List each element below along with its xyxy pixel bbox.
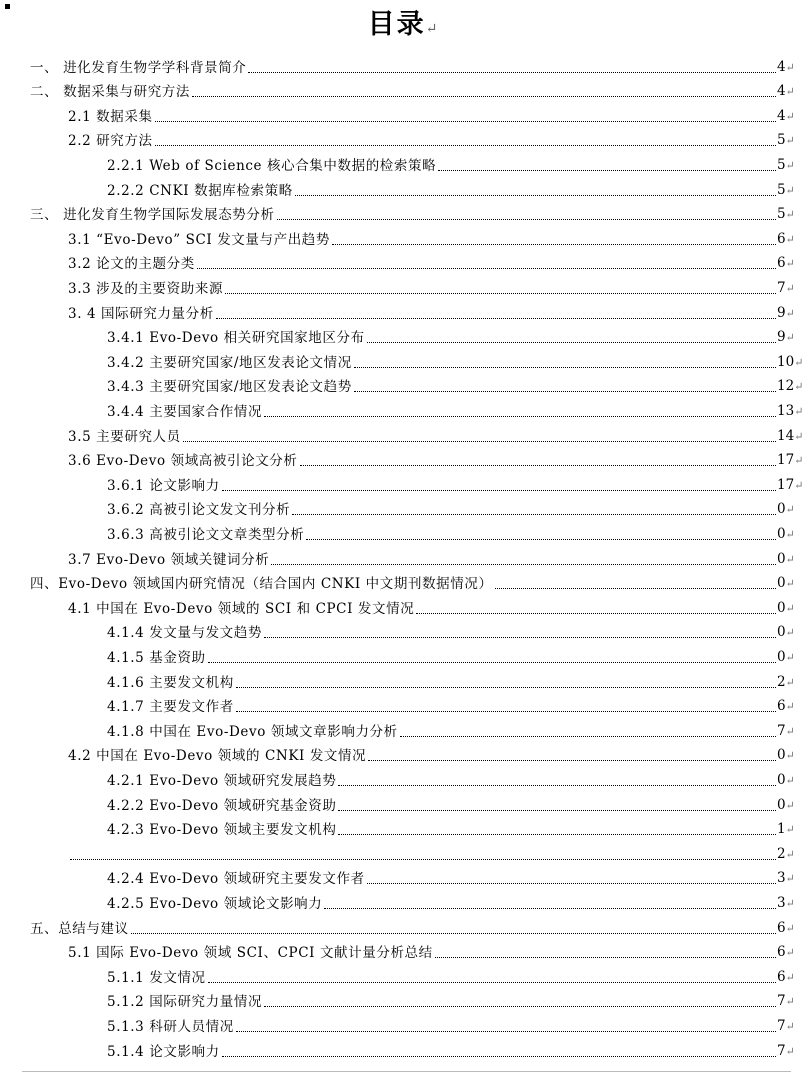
toc-entry-page xyxy=(776,157,805,174)
toc-entry-label: 3.1 “Evo-Devo” SCI 发文量与产出趋势 xyxy=(68,231,330,248)
page-number: 7 xyxy=(777,1017,786,1034)
toc-entry-label: 4.2.2 Evo-Devo 领域研究基金资助 xyxy=(107,797,337,814)
toc-entry-page xyxy=(776,452,805,469)
toc-entry-label: 3.4.3 主要研究国家/地区发表论文趋势 xyxy=(107,379,352,396)
page-number: 9 xyxy=(777,304,786,321)
dot-leader xyxy=(495,588,776,589)
toc-entry[interactable] xyxy=(0,199,805,224)
toc-entry-page xyxy=(776,575,805,592)
page-number: 13 xyxy=(777,402,795,419)
toc-entry[interactable] xyxy=(0,789,805,814)
toc-entry[interactable] xyxy=(0,1035,805,1060)
toc-entry-label: 4.2.3 Evo-Devo 领域主要发文机构 xyxy=(107,822,337,839)
dot-leader xyxy=(338,810,776,811)
toc-entry-page xyxy=(776,132,805,149)
paragraph-mark-icon: ↵ xyxy=(785,85,795,99)
toc-entry-page xyxy=(776,772,805,789)
toc-entry[interactable] xyxy=(0,76,805,101)
page-number: 7 xyxy=(777,993,786,1010)
dot-leader xyxy=(208,662,776,663)
toc-entry-label: 一、 进化发育生物学学科背景简介 xyxy=(30,59,247,76)
toc-entry-label: 2.2 研究方法 xyxy=(68,133,153,150)
dot-leader xyxy=(416,613,776,614)
page-number: 6 xyxy=(777,944,786,961)
dot-leader xyxy=(300,465,777,466)
toc-entry-label: 3.2 论文的主题分类 xyxy=(68,256,195,273)
paragraph-mark-icon: ↵ xyxy=(785,650,795,664)
dot-leader xyxy=(192,96,776,97)
paragraph-mark-icon: ↵ xyxy=(785,134,795,148)
toc-entry-page xyxy=(776,649,805,666)
paragraph-mark-icon: ↵ xyxy=(785,1019,795,1033)
toc-entry-page xyxy=(776,1043,805,1060)
paragraph-mark-icon: ↵ xyxy=(785,798,795,812)
dot-leader xyxy=(332,244,776,245)
toc-entry-page xyxy=(776,305,805,322)
toc-entry[interactable] xyxy=(0,543,805,568)
toc-entry-label: 3.3 涉及的主要资助来源 xyxy=(68,280,224,297)
toc-entry-label: 三、 进化发育生物学国际发展态势分析 xyxy=(30,207,275,224)
toc-entry-page xyxy=(776,551,805,568)
toc-entry-page xyxy=(776,723,805,740)
dot-leader xyxy=(295,195,776,196)
dot-leader xyxy=(400,736,776,737)
paragraph-mark-icon: ↵ xyxy=(785,847,795,861)
page-number: 0 xyxy=(777,624,786,641)
paragraph-mark-icon: ↵ xyxy=(794,454,804,468)
toc-entry-label: 3.4.4 主要国家合作情况 xyxy=(107,403,263,420)
toc-entry-label: 4.1.4 发文量与发文趋势 xyxy=(107,625,263,642)
toc-entry[interactable] xyxy=(0,863,805,888)
dot-leader xyxy=(225,293,776,294)
toc-entry-label: 3.6.1 论文影响力 xyxy=(107,477,220,494)
toc-entry-page xyxy=(776,526,805,543)
dot-leader xyxy=(354,367,776,368)
toc-entry-page xyxy=(776,895,805,912)
dot-leader xyxy=(70,859,776,860)
toc-entry-page xyxy=(776,600,805,617)
page-number: 3 xyxy=(777,870,786,887)
toc-entry-page xyxy=(776,674,805,691)
page-number: 5 xyxy=(777,181,786,198)
paragraph-mark-icon: ↵ xyxy=(785,257,795,271)
toc-entry[interactable] xyxy=(0,125,805,150)
toc-entry[interactable] xyxy=(0,740,805,765)
toc-entry-label: 3.6 Evo-Devo 领域高被引论文分析 xyxy=(68,453,298,470)
paragraph-mark-icon: ↵ xyxy=(785,183,795,197)
page-number: 2 xyxy=(777,845,786,862)
toc-entry-label: 4.1.6 主要发文机构 xyxy=(107,674,234,691)
toc-entry-label: 3.4.1 Evo-Devo 相关研究国家地区分布 xyxy=(107,330,365,347)
toc-entry[interactable] xyxy=(0,715,805,740)
paragraph-mark-icon: ↵ xyxy=(785,281,795,295)
page-number: 6 xyxy=(777,255,786,272)
paragraph-mark-icon: ↵ xyxy=(794,380,804,394)
toc-entry-page xyxy=(776,624,805,641)
paragraph-mark-icon: ↵ xyxy=(785,577,795,591)
toc-entry-page xyxy=(776,83,805,100)
page-title-text: 目录 xyxy=(367,9,426,40)
toc-entry-label: 3.6.3 高被引论文文章类型分析 xyxy=(107,526,305,543)
paragraph-mark-icon: ↵ xyxy=(785,995,795,1009)
toc-entry-page xyxy=(776,969,805,986)
toc-entry[interactable] xyxy=(0,174,805,199)
toc-entry-label: 3.6.2 高被引论文发文刊分析 xyxy=(107,502,291,519)
toc-entry-page xyxy=(776,59,805,76)
paragraph-mark-icon: ↵ xyxy=(785,1044,795,1058)
paragraph-mark-icon: ↵ xyxy=(785,552,795,566)
paragraph-mark-icon: ↵ xyxy=(794,478,804,492)
toc-entry-page xyxy=(776,280,805,297)
toc-entry-page xyxy=(776,944,805,961)
toc-entry-label: 4.2.4 Evo-Devo 领域研究主要发文作者 xyxy=(107,871,365,888)
page-number: 3 xyxy=(777,894,786,911)
dot-leader xyxy=(264,1006,776,1007)
page-number: 6 xyxy=(777,968,786,985)
toc-entry-page xyxy=(776,329,805,346)
toc-entry[interactable] xyxy=(0,937,805,962)
toc-entry-label: 5.1.3 科研人员情况 xyxy=(107,1018,234,1035)
dot-leader xyxy=(271,564,776,565)
paragraph-mark-icon: ↵ xyxy=(785,675,795,689)
toc-entry[interactable] xyxy=(0,986,805,1011)
toc-entry[interactable] xyxy=(0,322,805,347)
dot-leader xyxy=(197,268,776,269)
toc-entry-label: 4.1.7 主要发文作者 xyxy=(107,699,234,716)
toc-entry[interactable] xyxy=(0,420,805,445)
paragraph-mark-icon: ↵ xyxy=(785,60,795,74)
toc-entry[interactable] xyxy=(0,912,805,937)
paragraph-mark-icon: ↵ xyxy=(785,527,795,541)
dot-leader xyxy=(292,514,776,515)
paragraph-mark-icon: ↵ xyxy=(785,109,795,123)
toc-entry-label: 2.2.2 CNKI 数据库检索策略 xyxy=(107,182,293,199)
dot-leader xyxy=(236,1031,776,1032)
page-number: 0 xyxy=(777,771,786,788)
paragraph-mark-icon: ↵ xyxy=(785,208,795,222)
paragraph-mark-icon: ↵ xyxy=(785,331,795,345)
paragraph-mark-icon: ↵ xyxy=(785,503,795,517)
toc-entry-page xyxy=(776,797,805,814)
toc-entry[interactable] xyxy=(0,961,805,986)
toc-entry[interactable] xyxy=(0,691,805,716)
toc-entry-label: 5.1.4 论文影响力 xyxy=(107,1043,220,1060)
toc-entry-page xyxy=(776,255,805,272)
toc-entry[interactable] xyxy=(0,371,805,396)
page-number: 10 xyxy=(777,353,795,370)
paragraph-mark-icon: ↵ xyxy=(794,429,804,443)
toc-entry-label: 4.1.5 基金资助 xyxy=(107,649,206,666)
dot-leader xyxy=(208,982,776,983)
toc-entry-page xyxy=(776,846,805,863)
toc-entry[interactable] xyxy=(0,100,805,125)
toc-entry[interactable] xyxy=(0,223,805,248)
paragraph-mark-icon: ↵ xyxy=(785,700,795,714)
toc-entry[interactable] xyxy=(0,568,805,593)
toc-entry[interactable] xyxy=(0,272,805,297)
dot-leader xyxy=(306,539,776,540)
paragraph-mark-icon: ↵ xyxy=(785,921,795,935)
toc-entry-page xyxy=(776,920,805,937)
toc-entry[interactable] xyxy=(0,518,805,543)
paragraph-mark-icon: ↵ xyxy=(425,21,438,37)
page-number: 4 xyxy=(777,83,786,100)
paragraph-mark-icon: ↵ xyxy=(785,724,795,738)
dot-leader xyxy=(338,785,776,786)
toc-entry-label: 3. 4 国际研究力量分析 xyxy=(68,305,214,322)
toc-entry[interactable] xyxy=(0,838,805,863)
toc-entry[interactable] xyxy=(0,592,805,617)
paragraph-mark-icon: ↵ xyxy=(794,404,804,418)
toc-entry-label: 5.1 国际 Evo-Devo 领域 SCI、CPCI 文献计量分析总结 xyxy=(68,945,433,962)
page-number: 0 xyxy=(777,796,786,813)
toc-entry-label: 3.7 Evo-Devo 领域关键词分析 xyxy=(68,551,270,568)
toc-entry[interactable] xyxy=(0,445,805,470)
dot-leader xyxy=(435,957,776,958)
page-number: 0 xyxy=(777,550,786,567)
dot-leader xyxy=(216,318,776,319)
toc-entry-label: 4.1 中国在 Evo-Devo 领域的 SCI 和 CPCI 发文情况 xyxy=(68,600,415,617)
dot-leader xyxy=(354,391,776,392)
toc-entry[interactable] xyxy=(0,51,805,76)
toc-entry-page xyxy=(776,698,805,715)
page-bottom-border xyxy=(22,1071,791,1072)
toc-entry-page xyxy=(776,206,805,223)
dot-leader xyxy=(222,1056,776,1057)
toc-entry[interactable] xyxy=(0,248,805,273)
page-number: 12 xyxy=(777,378,795,395)
dot-leader xyxy=(155,121,776,122)
page-number: 0 xyxy=(777,648,786,665)
paragraph-mark-icon: ↵ xyxy=(785,232,795,246)
toc-entry[interactable] xyxy=(0,887,805,912)
toc-entry-label: 4.2.5 Evo-Devo 领域论文影响力 xyxy=(107,895,323,912)
toc-entry[interactable] xyxy=(0,346,805,371)
toc-entry-page xyxy=(776,477,805,494)
dot-leader xyxy=(236,711,776,712)
toc-entry[interactable] xyxy=(0,149,805,174)
paragraph-mark-icon: ↵ xyxy=(785,158,795,172)
dot-leader xyxy=(155,145,776,146)
toc-entry[interactable] xyxy=(0,666,805,691)
page-number: 7 xyxy=(777,279,786,296)
dot-leader xyxy=(183,441,776,442)
dot-leader xyxy=(248,72,776,73)
paragraph-mark-icon: ↵ xyxy=(785,946,795,960)
toc-entry-page xyxy=(776,1018,805,1035)
page-number: 17 xyxy=(777,452,795,469)
page-number: 6 xyxy=(777,919,786,936)
paragraph-mark-icon: ↵ xyxy=(785,306,795,320)
toc-entry-page xyxy=(776,403,805,420)
paragraph-mark-icon: ↵ xyxy=(785,823,795,837)
toc-entry-page xyxy=(776,378,805,395)
toc-entry-label: 4.1.8 中国在 Evo-Devo 领域文章影响力分析 xyxy=(107,723,398,740)
dot-leader xyxy=(131,933,776,934)
toc-entry-page xyxy=(776,108,805,125)
toc-entry[interactable] xyxy=(0,641,805,666)
dot-leader xyxy=(264,637,776,638)
page-number: 2 xyxy=(777,673,786,690)
toc-entry[interactable] xyxy=(0,814,805,839)
toc-entry[interactable] xyxy=(0,617,805,642)
page-number: 17 xyxy=(777,476,795,493)
toc-entry-label: 二、 数据采集与研究方法 xyxy=(30,84,190,101)
page-number: 0 xyxy=(777,747,786,764)
toc-entry-page xyxy=(776,354,805,371)
paragraph-mark-icon: ↵ xyxy=(785,896,795,910)
toc-entry-label: 2.2.1 Web of Science 核心合集中数据的检索策略 xyxy=(107,157,437,174)
dot-leader xyxy=(277,219,776,220)
toc-entry[interactable] xyxy=(0,764,805,789)
toc-entry-label: 4.2 中国在 Evo-Devo 领域的 CNKI 发文情况 xyxy=(68,748,367,765)
toc-entry-label: 5.1.2 国际研究力量情况 xyxy=(107,994,263,1011)
toc-entry-label: 2.1 数据采集 xyxy=(68,108,153,125)
dot-leader xyxy=(338,834,776,835)
toc-entry-label: 四、Evo-Devo 领域国内研究情况（结合国内 CNKI 中文期刊数据情况） xyxy=(30,576,493,593)
paragraph-mark-icon: ↵ xyxy=(785,626,795,640)
dot-leader xyxy=(324,908,776,909)
toc-entry-page xyxy=(776,428,805,445)
toc-entry-label: 4.2.1 Evo-Devo 领域研究发展趋势 xyxy=(107,772,337,789)
toc-entry-page xyxy=(776,501,805,518)
dot-leader xyxy=(367,342,776,343)
dot-leader xyxy=(236,687,776,688)
page-number: 7 xyxy=(777,722,786,739)
dot-leader xyxy=(367,883,776,884)
paragraph-mark-icon: ↵ xyxy=(785,970,795,984)
page-number: 14 xyxy=(777,427,795,444)
toc-entry-label: 5.1.1 发文情况 xyxy=(107,969,206,986)
page-number: 9 xyxy=(777,329,786,346)
page-number: 1 xyxy=(777,821,786,838)
toc-entry-page xyxy=(776,821,805,838)
page-number: 6 xyxy=(777,230,786,247)
toc-entry[interactable] xyxy=(0,297,805,322)
toc-entry-page xyxy=(776,182,805,199)
page-number: 5 xyxy=(777,156,786,173)
toc-entry-page xyxy=(776,993,805,1010)
page-number: 0 xyxy=(777,525,786,542)
page-number: 0 xyxy=(777,575,786,592)
toc-entry-page xyxy=(776,747,805,764)
toc-entry-label: 3.5 主要研究人员 xyxy=(68,428,181,445)
page-number: 7 xyxy=(777,1042,786,1059)
page-number: 4 xyxy=(777,107,786,124)
dot-leader xyxy=(368,760,776,761)
page-number: 0 xyxy=(777,599,786,616)
toc-entry-page xyxy=(776,231,805,248)
toc-entry[interactable] xyxy=(0,395,805,420)
toc-entry[interactable] xyxy=(0,1010,805,1035)
toc-entry-label: 五、总结与建议 xyxy=(30,920,129,937)
page-number: 5 xyxy=(777,132,786,149)
paragraph-mark-icon: ↵ xyxy=(785,749,795,763)
paragraph-mark-icon: ↵ xyxy=(785,601,795,615)
dot-leader xyxy=(264,416,776,417)
paragraph-mark-icon: ↵ xyxy=(785,872,795,886)
page-number: 4 xyxy=(777,58,786,75)
dot-leader xyxy=(438,170,776,171)
toc-entry-label: 3.4.2 主要研究国家/地区发表论文情况 xyxy=(107,354,352,371)
toc-entry-page xyxy=(776,870,805,887)
paragraph-mark-icon: ↵ xyxy=(785,773,795,787)
toc-entry[interactable] xyxy=(0,469,805,494)
dot-leader xyxy=(222,490,776,491)
page-title xyxy=(0,8,805,46)
toc-entry[interactable] xyxy=(0,494,805,519)
page-number: 5 xyxy=(777,206,786,223)
page-number: 6 xyxy=(777,698,786,715)
paragraph-mark-icon: ↵ xyxy=(794,355,804,369)
page-number: 0 xyxy=(777,501,786,518)
